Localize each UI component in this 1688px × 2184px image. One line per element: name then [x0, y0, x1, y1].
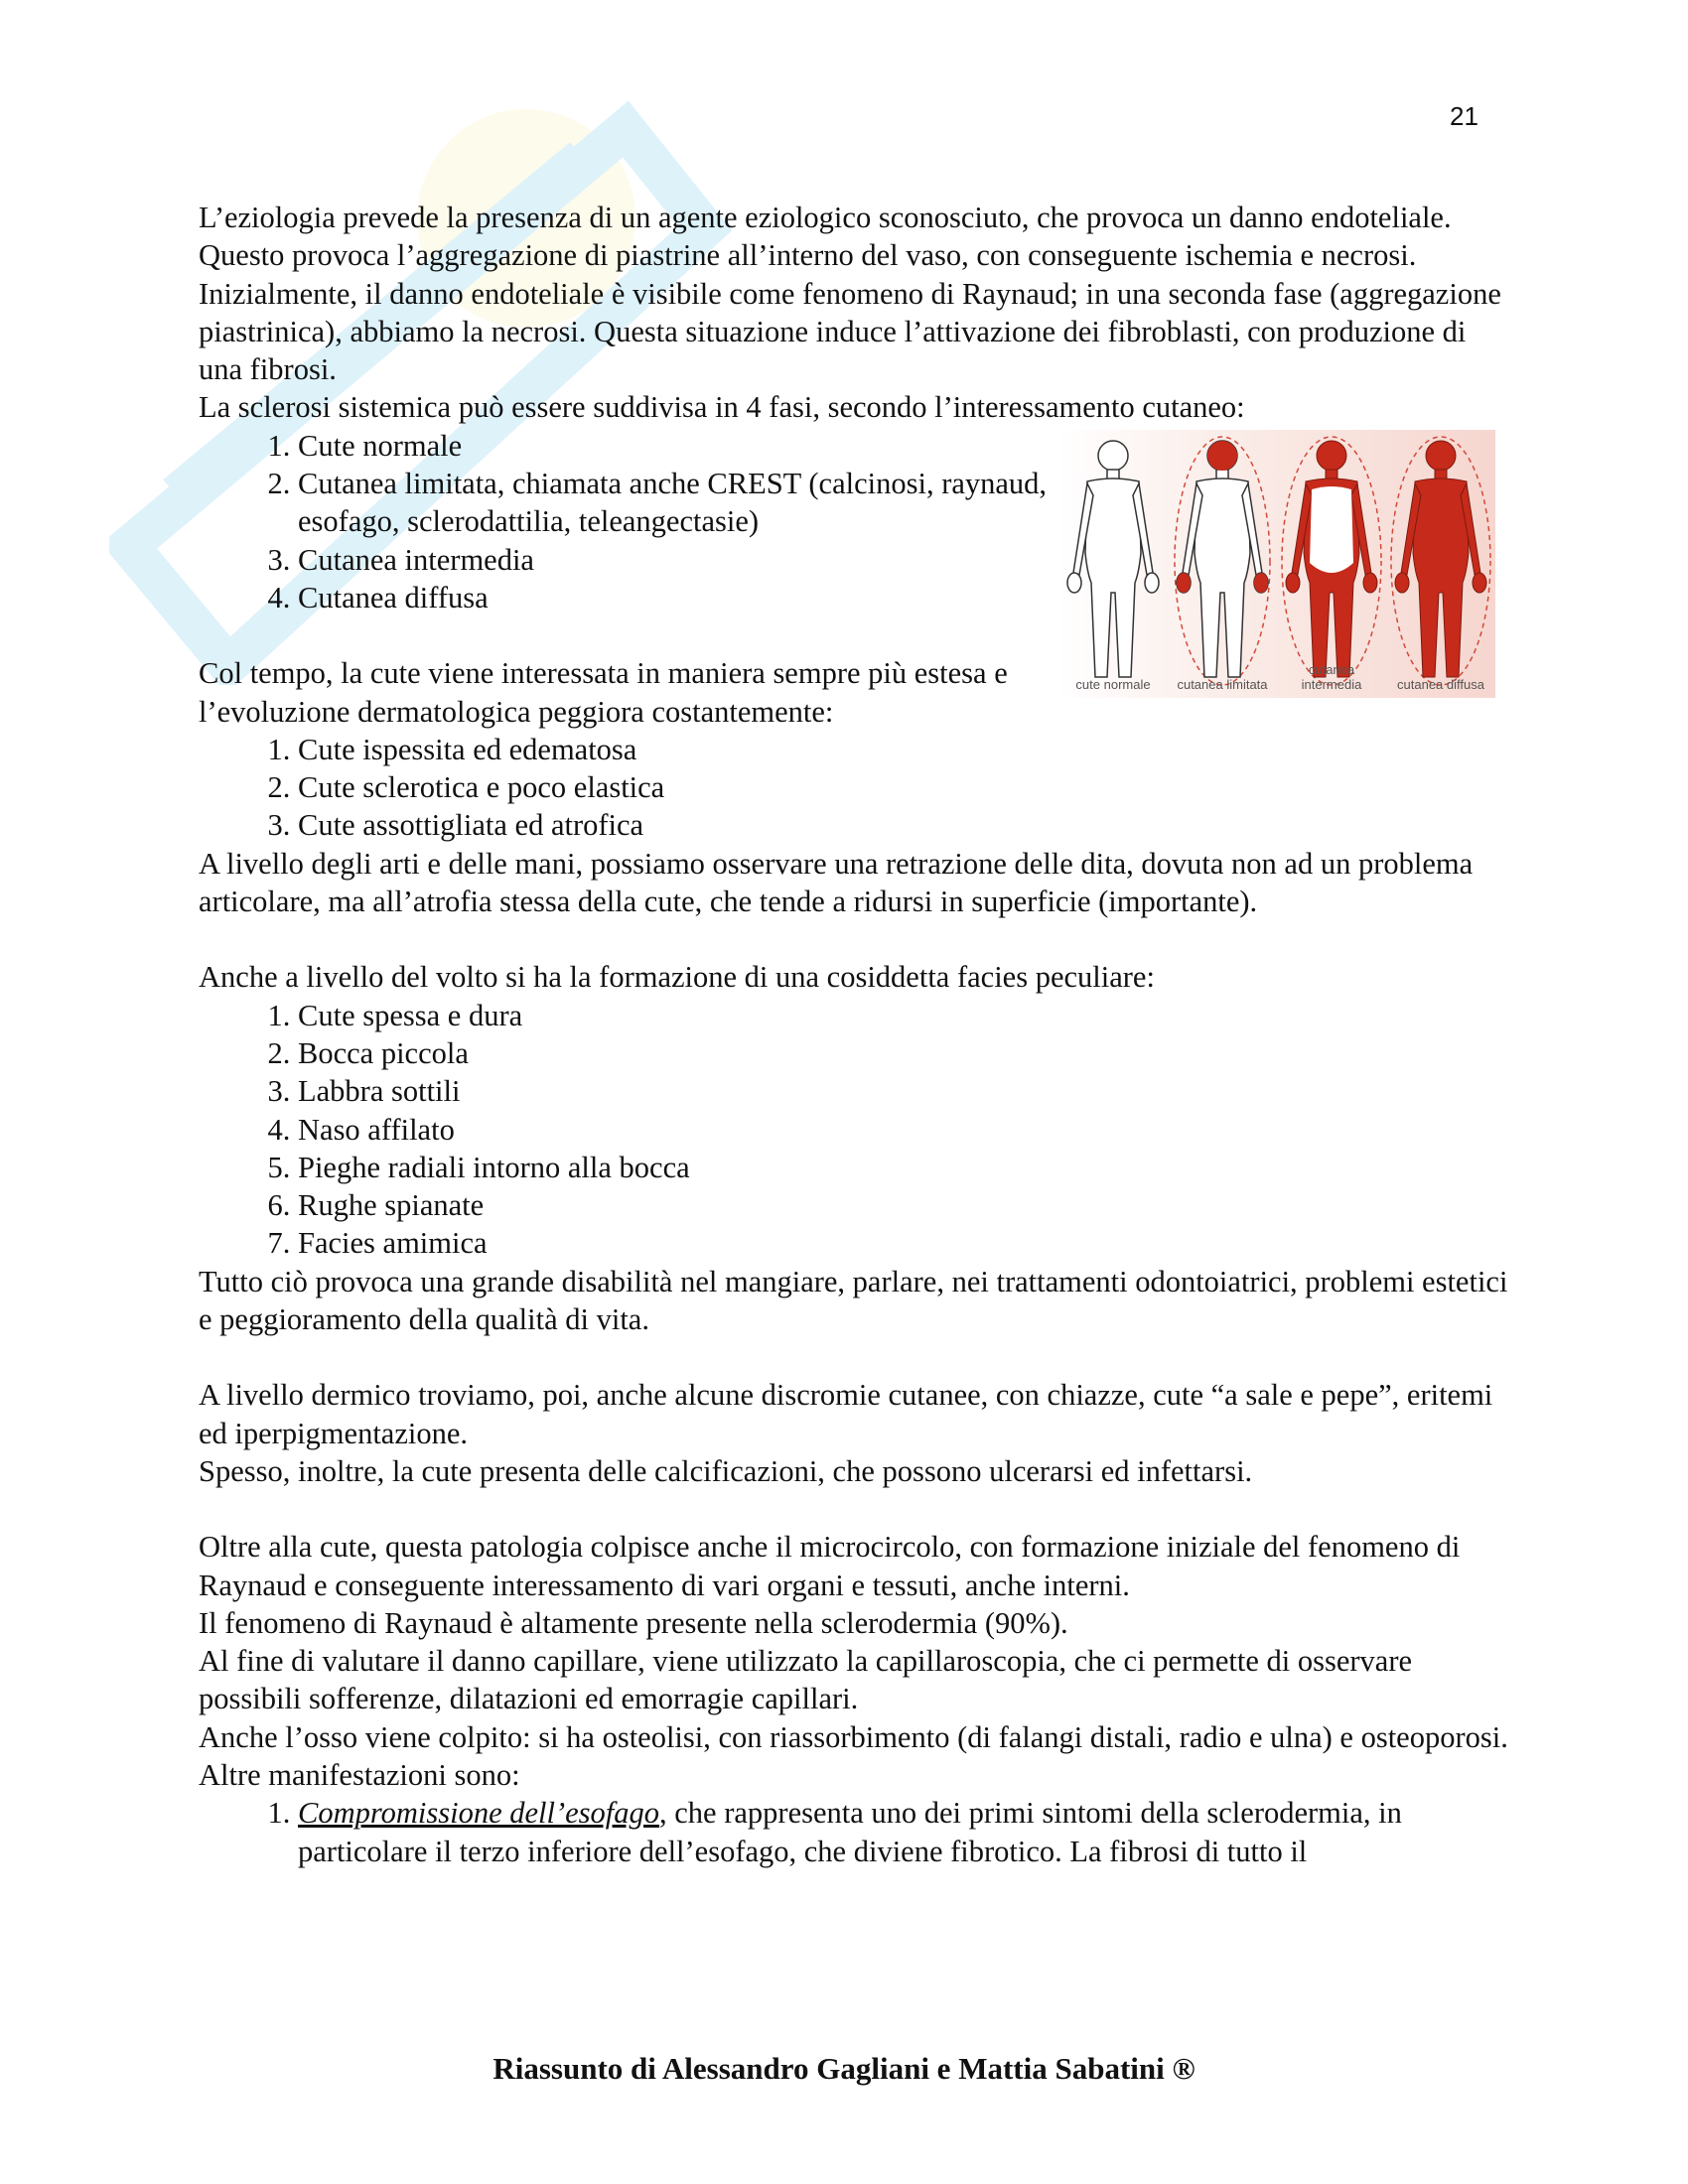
list-item: 2. Cute sclerotica e poco elastica	[298, 768, 1509, 806]
micro-paragraph-2: Il fenomeno di Raynaud è altamente presente nella sclerodermia (90%).	[199, 1605, 1068, 1640]
list-item: 4. Cutanea diffusa	[298, 579, 1122, 616]
dermal-paragraph-1: A livello dermico troviamo, poi, anche alcune discromie cutanee, con chiazze, cute “a sale e pepe”, eritemi ed iperpigmentazione.	[199, 1378, 1493, 1450]
list-item: 2. Bocca piccola	[298, 1034, 1509, 1072]
caption-diffuse: cutanea diffusa	[1397, 677, 1484, 692]
list-item: 1. Cute normale	[298, 427, 1122, 465]
other-intro: Altre manifestazioni sono:	[199, 1757, 520, 1792]
list-item: 2. Cutanea limitata, chiamata anche CREST (calcinosi, raynaud, esofago, sclerodattilia, teleangectasie)	[298, 465, 1122, 541]
face-intro: Anche a livello del volto si ha la formazione di una cosiddetta facies peculiare:	[199, 960, 1155, 995]
limbs-paragraph: A livello degli arti e delle mani, possiamo osservare una retrazione delle dita, dovuta non ad un problema articolare, ma all’atrofia stessa della cute, che tende a ridursi in superficie (importante).	[199, 846, 1474, 919]
list-item: 7. Facies amimica	[298, 1224, 1509, 1262]
micro-paragraph-3: Al fine di valutare il danno capillare, viene utilizzato la capillaroscopia, che ci permette di osservare possibili sofferenze, dilatazioni ed emorragie capillari.	[199, 1644, 1413, 1716]
micro-paragraph-1: Oltre alla cute, questa patologia colpisce anche il microcircolo, con formazione iniziale del fenomeno di Raynaud e conseguente interessamento di vari organi e tessuti, anche interni.	[199, 1530, 1461, 1602]
caption-intermediate: cutanea intermedia	[1301, 662, 1362, 692]
phases-intro: La sclerosi sistemica può essere suddivisa in 4 fasi, secondo l’interessamento cutaneo:	[199, 390, 1245, 425]
list-item: 1. Cute spessa e dura	[298, 997, 1509, 1034]
dermal-paragraph-2: Spesso, inoltre, la cute presenta delle calcificazioni, che possono ulcerarsi ed infettarsi.	[199, 1453, 1253, 1488]
page-number: 21	[1450, 101, 1478, 131]
list-item: 3. Labbra sottili	[298, 1072, 1509, 1110]
phases-list	[199, 427, 1122, 616]
list-item: 3. Cutanea intermedia	[298, 541, 1122, 579]
caption-limited: cutanea limitata	[1177, 677, 1268, 692]
figure-captions	[1058, 662, 1495, 692]
list-item: 3. Cute assottigliata ed atrofica	[298, 806, 1509, 844]
esophagus-text: , che rappresenta uno dei primi sintomi della sclerodermia, in particolare il terzo inferiore dell’esofago, che diviene fibrotico. La fibrosi di tutto il	[298, 1796, 1402, 1868]
caption-normal: cute normale	[1075, 677, 1151, 692]
face-list	[199, 997, 1509, 1263]
body-limited	[1177, 441, 1268, 677]
evolution-intro: Col tempo, la cute viene interessata in maniera sempre più estesa e l’evoluzione dermatologica peggiora costantemente:	[199, 656, 1008, 729]
skin-involvement-figure	[1058, 430, 1495, 698]
evolution-list	[199, 731, 1509, 845]
list-item: 6. Rughe spianate	[298, 1186, 1509, 1224]
bone-paragraph: Anche l’osso viene colpito: si ha osteolisi, con riassorbimento (di falangi distali, radio e ulna) e osteoporosi.	[199, 1719, 1508, 1754]
list-item: 5. Pieghe radiali intorno alla bocca	[298, 1149, 1509, 1186]
body-diffuse	[1395, 441, 1486, 677]
footer-credit: Riassunto di Alessandro Gagliani e Mattia Sabatini ®	[492, 2051, 1196, 2086]
esophagus-term: Compromissione dell’esofago	[298, 1796, 660, 1831]
intro-paragraph: L’eziologia prevede la presenza di un agente eziologico sconosciuto, che provoca un danno endoteliale. Questo provoca l’aggregazione di piastrine all’interno del vaso, con conseguente ischemia e necrosi. Inizialmente, il danno endoteliale è visibile come fenomeno di Raynaud; in una seconda fase (aggregazione piastrinica), abbiamo la necrosi. Questa situazione induce l’attivazione dei fibroblasti, con produzione di una fibrosi.	[199, 201, 1501, 387]
body-intermediate	[1286, 441, 1377, 677]
face-outro: Tutto ciò provoca una grande disabilità nel mangiare, parlare, nei trattamenti odontoiatrici, problemi estetici e peggioramento della qualità di vita.	[199, 1264, 1508, 1337]
other-list	[199, 1794, 1509, 1870]
list-item: 1. Cute ispessita ed edematosa	[298, 731, 1509, 768]
list-item	[298, 1794, 1509, 1870]
figure-graphic	[1058, 430, 1495, 698]
list-item: 4. Naso affilato	[298, 1111, 1509, 1149]
body-normal	[1067, 441, 1159, 677]
